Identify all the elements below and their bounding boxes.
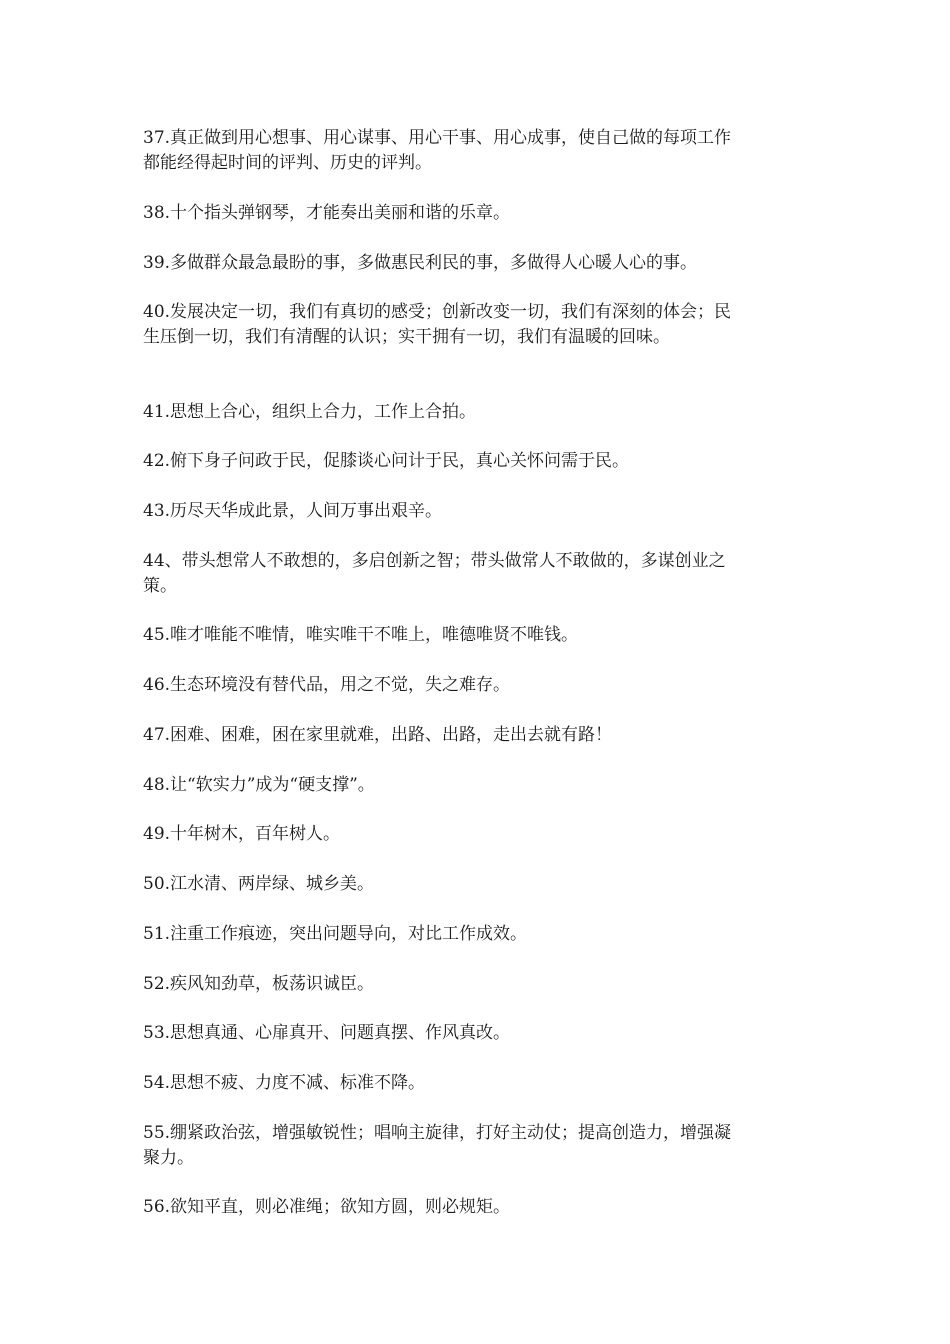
paragraph-46 (143, 673, 808, 698)
paragraph-47 (143, 723, 808, 748)
paragraph-56 (143, 1195, 808, 1220)
paragraph-line: 43.历尽天华成此景，人间万事出艰辛。 (143, 501, 443, 521)
paragraph-line: 41.思想上合心，组织上合力，工作上合拍。 (143, 402, 477, 422)
paragraph-line: 策。 (143, 576, 177, 596)
paragraph-53 (143, 1021, 808, 1046)
paragraph-37 (143, 126, 808, 176)
paragraph-54 (143, 1071, 808, 1096)
paragraph-45 (143, 623, 808, 648)
paragraph-line: 39.多做群众最急最盼的事，多做惠民利民的事，多做得人心暖人心的事。 (143, 253, 698, 273)
paragraph-line: 54.思想不疲、力度不减、标准不降。 (143, 1073, 426, 1093)
paragraph-line: 45.唯才唯能不唯情，唯实唯干不唯上，唯德唯贤不唯钱。 (143, 625, 579, 645)
paragraph-40 (143, 300, 808, 350)
paragraph-50 (143, 872, 808, 897)
paragraph-line: 55.绷紧政治弦，增强敏锐性；唱响主旋律，打好主动仗；提高创造力，增强凝 (143, 1123, 732, 1143)
paragraph-43 (143, 499, 808, 524)
paragraph-line: 生压倒一切，我们有清醒的认识；实干拥有一切，我们有温暖的回味。 (143, 327, 670, 347)
paragraph-49 (143, 822, 808, 847)
paragraph-55 (143, 1121, 808, 1171)
paragraph-line: 37.真正做到用心想事、用心谋事、用心干事、用心成事，使自己做的每项工作 (143, 128, 732, 148)
paragraph-line: 48.让“软实力”成为“硬支撑”。 (143, 775, 375, 795)
paragraph-line: 51.注重工作痕迹，突出问题导向，对比工作成效。 (143, 924, 528, 944)
paragraph-39 (143, 251, 808, 276)
paragraph-line: 38.十个指头弹钢琴，才能奏出美丽和谐的乐章。 (143, 203, 511, 223)
paragraph-line: 52.疾风知劲草，板荡识诚臣。 (143, 974, 375, 994)
paragraph-line: 49.十年树木，百年树人。 (143, 824, 341, 844)
paragraph-line: 46.生态环境没有替代品，用之不觉，失之难存。 (143, 675, 511, 695)
paragraph-44 (143, 549, 808, 599)
paragraph-51 (143, 922, 808, 947)
paragraph-42 (143, 449, 808, 474)
paragraph-line: 40.发展决定一切，我们有真切的感受；创新改变一切，我们有深刻的体会；民 (143, 302, 732, 322)
paragraph-line: 50.江水清、两岸绿、城乡美。 (143, 874, 375, 894)
paragraph-line: 53.思想真通、心扉真开、问题真摆、作风真改。 (143, 1023, 511, 1043)
paragraph-line: 56.欲知平直，则必准绳；欲知方圆，则必规矩。 (143, 1197, 511, 1217)
paragraph-52 (143, 972, 808, 997)
paragraph-48 (143, 773, 808, 798)
paragraph-line: 44、带头想常人不敢想的，多启创新之智；带头做常人不敢做的，多谋创业之 (143, 551, 726, 571)
paragraph-line: 都能经得起时间的评判、历史的评判。 (143, 153, 432, 173)
paragraph-41 (143, 400, 808, 425)
paragraph-line: 聚力。 (143, 1148, 194, 1168)
paragraph-38 (143, 201, 808, 226)
paragraph-line: 42.俯下身子问政于民，促膝谈心问计于民，真心关怀问需于民。 (143, 451, 630, 471)
paragraph-line: 47.困难、困难，困在家里就难，出路、出路，走出去就有路！ (143, 725, 613, 745)
